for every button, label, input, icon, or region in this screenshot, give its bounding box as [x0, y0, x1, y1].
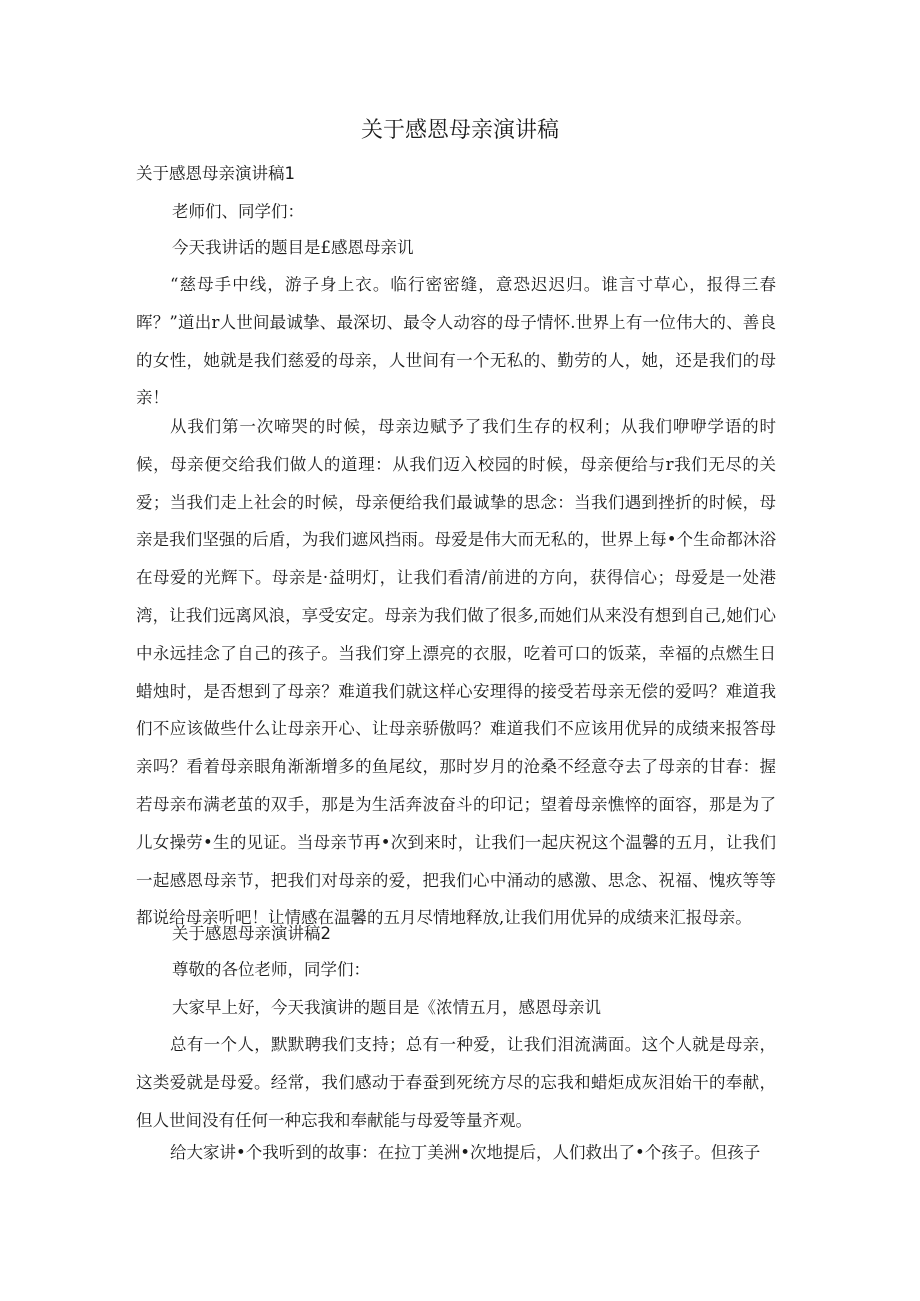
speech1-paragraph: 从我们第一次啼哭的时候，母亲边赋予了我们生存的权利；从我们咿咿学语的时候，母亲便交给我们做人的道理：从我们迈入校园的时候，母亲便给与r我们无尽的关爱；当我们走上社会的时候，母亲便给我们最诚挚的思念：当我们遇到挫折的时候，母亲是我们坚强的后盾，为我们遮风挡雨。母爱是伟大而无私的，世界上每•个生命都沐浴在母爱的光辉下。母亲是·益明灯，让我们看清/前进的方向，获得信心；母爱是一处港湾，让我们远离风浪，享受安定。母亲为我们做了很多,而她们从来没有想到自己,她们心中永远挂念了自己的孩子。当我们穿上漂亮的衣服，吃着可口的饭菜，幸福的点燃生日蜡烛时，是否想到了母亲？难道我们就这样心安理得的接受若母亲无偿的爱吗？难道我们不应该做些什么让母亲开心、让母亲骄傲吗？难道我们不应该用优异的成绩来报答母亲吗？看着母亲眼角渐渐增多的鱼尾纹，那时岁月的沧桑不经意夺去了母亲的甘春：握若母亲布满老茧的双手，那是为生活奔波奋斗的印记；望着母亲憔悴的面容，那是为了儿女操劳•生的见证。当母亲节再•次到来时，让我们一起庆祝这个温馨的五月，让我们一起感恩母亲节，把我们对母亲的爱，把我们心中涌动的感激、思念、祝福、愧疚等等都说给母亲听吧！让情感在温馨的五月尽情地释放,让我们用优异的成绩来汇报母亲。 [136, 417, 776, 928]
speech2-paragraph: 给大家讲•个我听到的故事：在拉丁美洲•次地提后，人们救出了•个孩子。但孩子 [170, 1143, 761, 1162]
speech1-salutation: 老师们、同学们： [172, 202, 304, 221]
speech2-salutation: 尊敬的各位老师，同学们： [172, 960, 370, 979]
speech2-topic: 大家早上好，今天我演讲的题目是《浓情五月，感恩母亲讥 [172, 998, 601, 1017]
speech2-paragraph: 总有一个人，默默聘我们支持；总有一种爱，让我们泪流满面。这个人就是母亲，这类爱就是母爱。经常，我们感动于春蚕到死统方尽的忘我和蜡炬成灰泪始干的奉献，但人世间没有任何一种忘我和奉献能与母爱等量齐观。 [136, 1035, 776, 1130]
speech2-heading: 关于感恩母亲演讲稿2 [172, 924, 331, 943]
speech1-paragraph: “慈母手中线，游子身上衣。临行密密缝，意恐迟迟归。谁言寸草心，报得三春晖？”道出r人世间最诚挚、最深切、最令人动容的母子情怀.世界上有一位伟大的、善良的女性，她就是我们慈爱的母亲，人世间有一个无私的、勤劳的人，她，还是我们的母亲！ [136, 275, 776, 408]
speech1-topic: 今天我讲话的题目是£感恩母亲讥 [172, 238, 414, 257]
document-title: 关于感恩母亲演讲稿 [360, 118, 559, 143]
speech1-heading: 关于感恩母亲演讲稿1 [136, 164, 295, 183]
